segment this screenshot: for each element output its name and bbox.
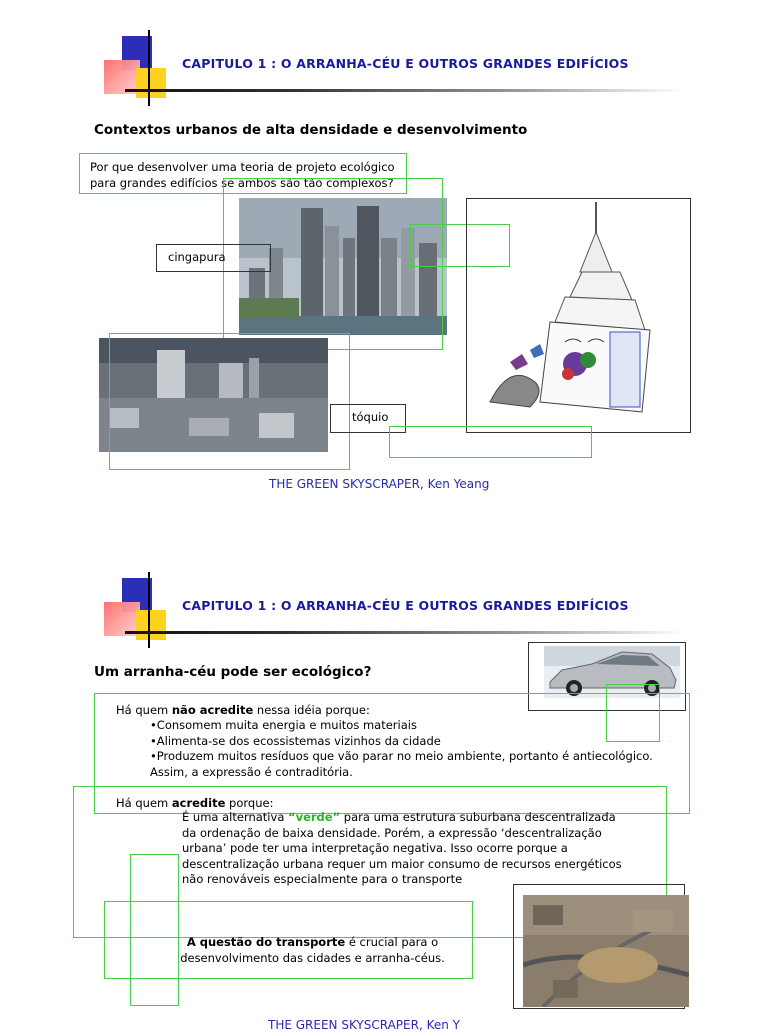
list-item: •Alimenta-se dos ecossistemas vizinhos da cidade (150, 733, 441, 748)
aerial-city-photo (523, 895, 689, 1007)
transport-text: A questão do transporte é crucial para o desenvolvimento das cidades e arranha-céus. (180, 935, 445, 965)
eating-skyscraper-illustration (470, 202, 685, 427)
believe-text: É uma alternativa “verde” para uma estrutura suburbana descentralizada da ordenação de baixa densidade. Porém, a expressão ‘descentralização urbana’ pode ter uma interpretação negativa. Isso ocorre porque a descentralização urbana requer um maior consumo de recursos energéticos não renováveis especialmente para o transporte (182, 810, 622, 886)
chapter-title-2: CAPITULO 1 : O ARRANHA-CÉU E OUTROS GRANDES EDIFÍCIOS (182, 598, 629, 613)
not-believe-intro: Há quem não acredite nessa idéia porque: (116, 703, 370, 717)
singapore-label: cingapura (168, 250, 226, 264)
overlay-box-bottom (389, 426, 592, 458)
tokyo-label: tóquio (352, 410, 389, 424)
chapter-title: CAPITULO 1 : O ARRANHA-CÉU E OUTROS GRANDES EDIFÍCIOS (182, 56, 629, 71)
chapter-logo (102, 30, 182, 110)
book-credit-2: THE GREEN SKYSCRAPER, Ken Y (268, 1018, 460, 1032)
header-rule-2 (125, 631, 685, 634)
believe-intro: Há quem acredite porque: (116, 796, 274, 810)
book-credit: THE GREEN SKYSCRAPER, Ken Yeang (269, 477, 490, 491)
question-text: Por que desenvolver uma teoria de projeto ecológico para grandes edifícios se ambos são tão complexos? (90, 160, 395, 190)
reasons-list (150, 718, 653, 780)
header-rule (125, 89, 685, 92)
conclusion: Assim, a expressão é contraditória. (150, 764, 353, 779)
tokyo-frame (109, 333, 350, 470)
page-heading-2: Um arranha-céu pode ser ecológico? (94, 664, 372, 680)
page-heading: Contextos urbanos de alta densidade e desenvolvimento (94, 122, 528, 138)
list-item: •Produzem muitos resíduos que vão parar no meio ambiente, portanto é antiecológico. (150, 749, 653, 763)
list-item: •Consomem muita energia e muitos materiais (150, 718, 417, 732)
chapter-logo-2 (102, 572, 182, 652)
